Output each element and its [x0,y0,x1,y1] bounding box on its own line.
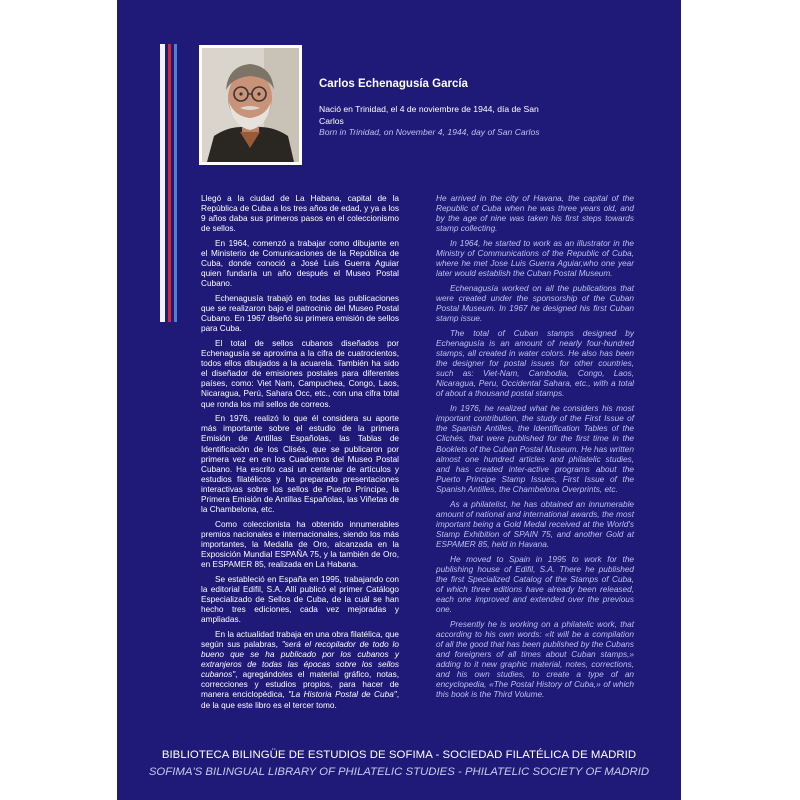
book-series-title: "La Historia Postal de Cuba" [288,690,397,700]
spanish-paragraph: Echenagusía trabajó en todas las publicaciones que se realizaron bajo el patrocinio del Museo Postal Cubano. En 1967 diseñó su primera emisión de sellos para Cuba. [201,294,399,334]
spanish-paragraph: Llegó a la ciudad de La Habana, capital de la República de Cuba a los tres años de edad, y ya a los 9 años daba sus primeros pasos en el coleccionismo de sellos. [201,194,399,234]
spanish-biography-column [201,194,399,715]
spanish-paragraph: El total de sellos cubanos diseñados por Echenagusía se aproxima a la cifra de cuatrocientos, todos ellos dibujados a la acuarela. También ha sido el diseñador de emisiones postales para diferentes países, como: Viet Nam, Campuchea, Congo, Laos, Nicaragua, Perú, Sahara Occ, etc., con una cifra total que ronda los mil sellos de correos. [201,339,399,409]
english-paragraph: Presently he is working on a philatelic work, that according to his own words: «It will be a compilation of all the good that has been published by the Cubans and foreigners of all times about Cuban stamps,» adding to it new graphic material, notes, corrections, and his own studies, to create a type of an encyclopedia, «The Postal History of Cuba,» of which this book is the Third Volume. [436,619,634,700]
quoted-text: "será el recopilador de todo lo bueno que se ha publicado por los cubanos y extranjeros de todas las épocas sobre los sellos cubanos" [201,640,399,680]
paragraph-text: , agregándoles el material gráfico, notas, correcciones y estudios propios, para hacer de manera enciclopédica, [201,670,399,700]
spanish-paragraph: Como coleccionista ha obtenido innumerables premios nacionales e internacionales, siendo los más importantes, la Medalla de Oro, alcanzada en la Exposición Mundial ESPAÑA 75, y la también de Oro, en ESPAMER 85, realizada en La Habana. [201,519,399,570]
english-paragraph: In 1976, he realized what he considers his most important contribution, the study of the First Issue of the Spanish Antilles, the Identification Tables of the Clichés, that were published for the first time in the Booklets of the Cuban Postal Museum. He has written almost one hundred articles and philatelic studies, and has created inter-active programs about the Puerto Principe Stamp Issues, First Issue of the Spanish Antilles, the Chambelona Overprints, etc. [436,404,634,494]
english-paragraph: The total of Cuban stamps designed by Echenagusía is an amount of nearly four-hundred stamps, all created in water colors. He also has been the designer for postal issues for other countries, such as: Viet-Nam, Cambodia, Congo, Laos, Nicaragua, Peru, Occidental Sahara, etc., with a total of about a thousand postal stamps. [436,328,634,399]
english-biography-column [436,194,634,705]
book-back-cover [117,0,681,800]
english-paragraph: In 1964, he started to work as an illustrator in the Ministry of Communications of the Republic of Cuba, where he met Jose Luis Guerra Aguiar,who one year later would establish the Cuban Postal Museum. [436,238,634,279]
portrait-photo-icon [202,48,299,162]
author-portrait [199,45,302,165]
author-name: Carlos Echenagusía García [319,78,468,90]
red-stripe [168,44,171,322]
birth-info-spanish: Nació en Trinidad, el 4 de noviembre de 1944, día de San Carlos [319,104,539,126]
spanish-paragraph: En 1976, realizó lo que él considera su aporte más importante sobre el estudio de la primera Emisión de Antillas Españolas, las Tablas de Identificación de los Clisés, que se publicaron por primera vez en en los Cuadernos del Museo Postal Cubano. Ha escrito casi un centenar de artículos y estudios filatélicos y ha preparado presentaciones interactivas sobre los sellos de Puerto Príncipe, la Primera Emisión de Antillas Españolas, las Viñetas de la Chambelona, etc. [201,414,399,515]
english-paragraph: As a philatelist, he has obtained an innumerable amount of national and international awards, the most important being a Gold Medal received at the World's Stamp Exhibition of SPAIN 75, and another Gold at ESPAMER 85, held in Havana. [436,499,634,549]
spanish-paragraph: En 1964, comenzó a trabajar como dibujante en el Ministerio de Comunicaciones de la República de Cuba, donde conoció a José Luis Guerra Aguiar quien fundaría un año después el Museo Postal Cubano. [201,238,399,289]
blue-stripe [174,44,177,322]
paragraph-text: , de la que este libro es el tercer tomo. [201,690,400,710]
spanish-paragraph [201,630,399,711]
footer-spanish: BIBLIOTECA BILINGÜE DE ESTUDIOS DE SOFIMA - SOCIEDAD FILATÉLICA DE MADRID [161,749,637,761]
spanish-paragraph: Se estableció en España en 1995, trabajando con la editorial Edifil, S.A. Allí publicó el primer Catálogo Especializado de Sellos de Cuba, de la cuál se han hecho tres ediciones, cada vez mejoradas y ampliadas. [201,574,399,625]
birth-info-english: Born in Trinidad, on November 4, 1944, day of San Carlos [319,127,540,137]
white-stripe [160,44,165,322]
english-paragraph: He moved to Spain in 1995 to work for the publishing house of Edifil, S.A. There he published the first Specialized Catalog of the Stamps of Cuba, of which three editions have already been released, each one improved and extended over the previous one. [436,554,634,615]
paragraph-text: En la actualidad trabaja en una obra filatélica, que según sus palabras, [201,629,399,649]
footer-english: SOFIMA'S BILINGUAL LIBRARY OF PHILATELIC STUDIES - PHILATELIC SOCIETY OF MADRID [148,766,650,778]
english-paragraph: He arrived in the city of Havana, the capital of the Republic of Cuba when he was three years old, and by the age of nine was taken his first steps towards stamp collecting. [436,194,634,234]
english-paragraph: Echenagusía worked on all the publications that were created under the sponsorship of the Cuban Postal Museum. In 1967 he designed his first Cuban stamp issue. [436,283,634,324]
